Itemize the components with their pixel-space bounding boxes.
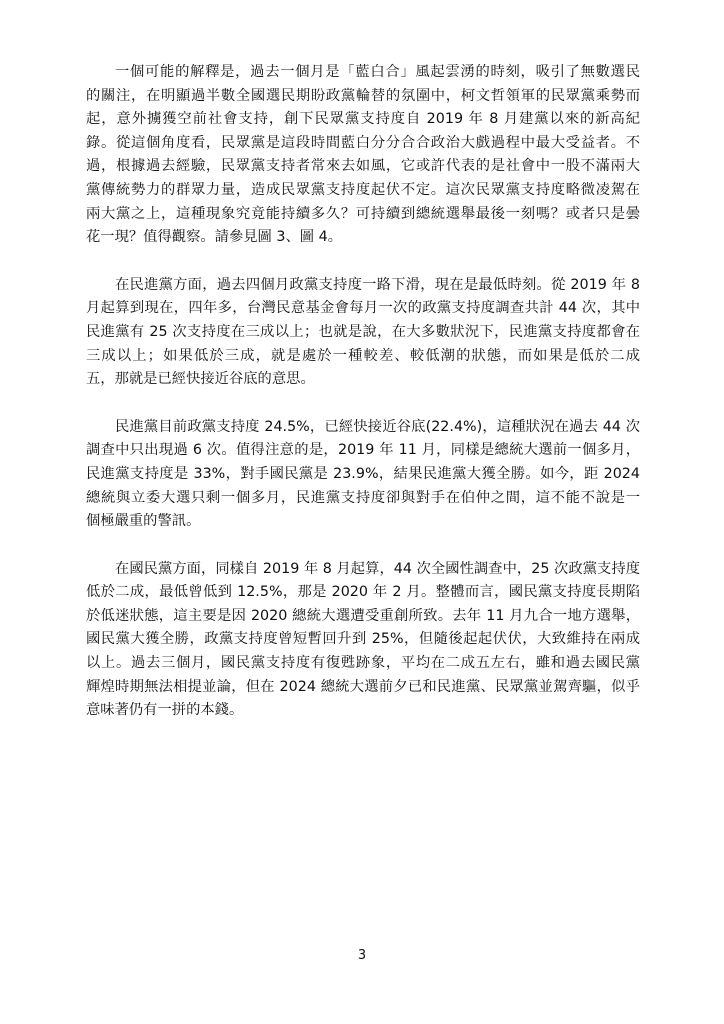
paragraph-dpp-trend: [86, 274, 640, 392]
text-line: 輝煌時期無法相提並論，但在 2024 總統大選前夕已和民進黨、民眾黨並駕齊驅，似乎: [86, 678, 640, 695]
text-line: 起，意外擄獲空前社會支持，創下民眾黨支持度自 2019 年 8 月建黨以來的新高紀: [86, 111, 640, 128]
text-line: 過，根據過去經驗，民眾黨支持者常來去如風，它或許代表的是社會中一股不滿兩大: [86, 158, 640, 175]
text-line: 民進黨支持度是 33%，對手國民黨是 23.9%，結果民進黨大獲全勝。如今，距 2024: [86, 465, 640, 482]
text-line: 兩大黨之上，這種現象究竟能持續多久？可持續到總統選舉最後一刻嗎？或者只是曇: [86, 205, 640, 222]
text-line: 在民進黨方面，過去四個月政黨支持度一路下滑，現在是最低時刻。從 2019 年 8: [115, 276, 640, 293]
text-line: 民進黨有 25 次支持度在三成以上；也就是說，在大多數狀況下，民進黨支持度都會在: [86, 323, 640, 340]
document-body: [86, 61, 640, 747]
text-line: 意味著仍有一拼的本錢。: [86, 702, 244, 719]
text-line: 五，那就是已經快接近谷底的意思。: [86, 371, 315, 388]
text-line: 於低迷狀態，這主要是因 2020 總統大選遭受重創所致。去年 11 月九合一地方選舉，: [86, 607, 640, 624]
text-line: 在國民黨方面，同樣自 2019 年 8 月起算，44 次全國性調查中，25 次政黨支持度: [115, 560, 640, 577]
paragraph-kmt-support: [86, 558, 640, 723]
text-line: 的關注，在明顯過半數全國選民期盼政黨輪替的氛圍中，柯文哲領軍的民眾黨乘勢而: [86, 87, 640, 104]
text-line: 黨傳統勢力的群眾力量，造成民眾黨支持度起伏不定。這次民眾黨支持度略微凌駕在: [86, 181, 640, 198]
text-line: 總統與立委大選只剩一個多月，民進黨支持度卻與對手在伯仲之間，這不能不說是一: [86, 489, 640, 506]
text-line: 以上。過去三個月，國民黨支持度有復甦跡象，平均在二成五左右，雖和過去國民黨: [86, 655, 640, 672]
text-line: 低於二成，最低曾低到 12.5%，那是 2020 年 2 月。整體而言，國民黨支持度長期陷: [86, 584, 640, 601]
text-line: 民進黨目前政黨支持度 24.5%，已經快接近谷底(22.4%)，這種狀況在過去 44 次: [115, 418, 640, 435]
page-number: 3: [357, 948, 367, 963]
text-line: 國民黨大獲全勝，政黨支持度曾短暫回升到 25%，但隨後起起伏伏，大致維持在兩成: [86, 631, 640, 648]
text-line: 花一現？值得觀察。請參見圖 3、圖 4。: [86, 229, 343, 246]
text-line: 調查中只出現過 6 次。值得注意的是，2019 年 11 月，同樣是總統大選前一個多月，: [86, 442, 640, 459]
paragraph-dpp-warning: [86, 416, 640, 534]
text-line: 三成以上；如果低於三成，就是處於一種較差、較低潮的狀態，而如果是低於二成: [86, 347, 640, 364]
text-line: 錄。從這個角度看，民眾黨是這段時間藍白分分合合政治大戲過程中最大受益者。不: [86, 134, 640, 151]
text-line: 月起算到現在，四年多，台灣民意基金會每月一次的政黨支持度調查共計 44 次，其中: [86, 300, 640, 317]
paragraph-tpp-support: [86, 61, 640, 250]
text-line: 一個可能的解釋是，過去一個月是「藍白合」風起雲湧的時刻，吸引了無數選民: [115, 64, 640, 80]
text-line: 個極嚴重的警訊。: [86, 513, 201, 530]
